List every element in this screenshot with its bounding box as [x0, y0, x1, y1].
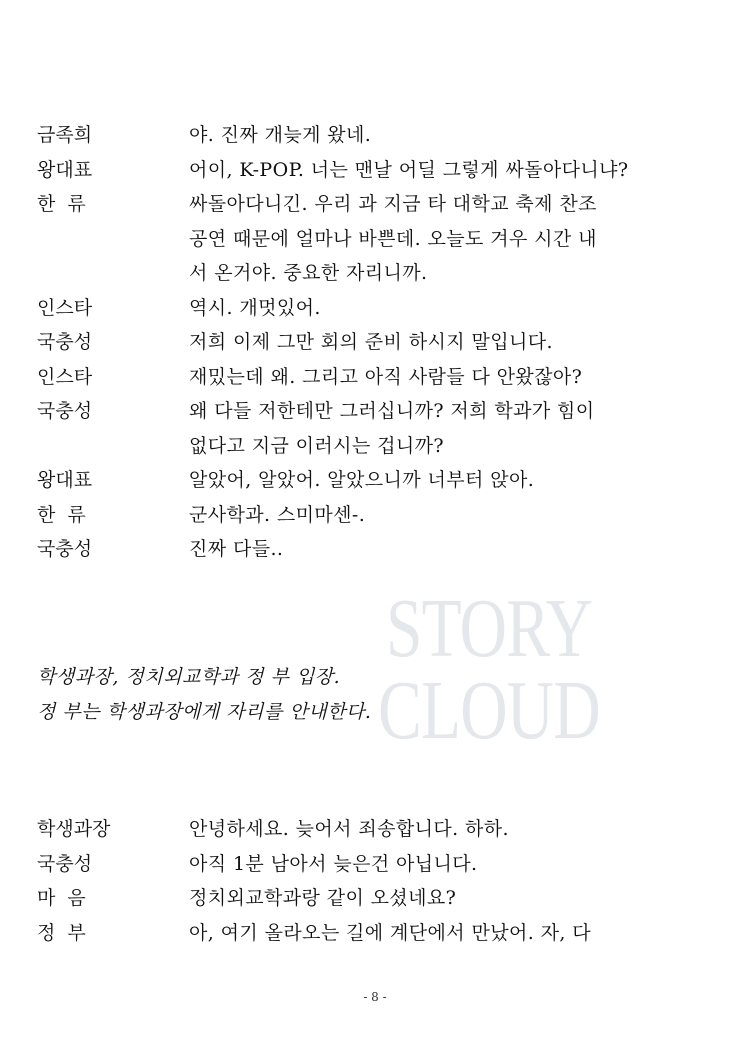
- dialogue-line: [37, 532, 717, 567]
- speech-text: 정치외교학과랑 같이 오셨네요?: [189, 887, 457, 909]
- speaker-name: 금족희: [37, 124, 93, 146]
- speech-text: 저희 이제 그만 회의 준비 하시지 말입니다.: [189, 331, 553, 353]
- speech-text: 군사학과. 스미마센-.: [189, 503, 366, 526]
- speech-text: 안녕하세요. 늦어서 죄송합니다. 하하.: [189, 818, 509, 840]
- speech-text: 재밌는데 왜. 그리고 아직 사람들 다 안왔잖아?: [189, 365, 583, 388]
- speech-text: 역시. 개멋있어.: [189, 296, 321, 319]
- dialogue-block-2: [37, 812, 717, 950]
- dialogue-line: [37, 498, 717, 533]
- story-cloud-watermark: [372, 582, 606, 757]
- dialogue-line: [37, 153, 717, 188]
- speech-text: 없다고 지금 이러시는 겁니까?: [189, 434, 444, 457]
- dialogue-line: [37, 360, 717, 395]
- speaker-name: 국충성: [37, 331, 93, 353]
- speech-text: 왜 다들 저한테만 그러십니까? 저희 학과가 힘이: [189, 400, 595, 422]
- dialogue-line: [37, 916, 717, 951]
- speech-text: 싸돌아다니긴. 우리 과 지금 타 대학교 축제 찬조: [189, 193, 597, 215]
- dialogue-line-continued: [37, 256, 717, 291]
- watermark-line-2: CLOUD: [378, 664, 600, 757]
- speaker-name: 인스타: [37, 365, 93, 388]
- dialogue-line-continued: [37, 429, 717, 464]
- dialogue-line: [37, 394, 717, 429]
- speech-text: 아직 1분 남아서 늦은건 아닙니다.: [189, 852, 478, 875]
- dialogue-line: [37, 291, 717, 326]
- speaker-name: 마 음: [37, 887, 86, 909]
- speech-text: 어이, K-POP. 너는 맨날 어딜 그렇게 싸돌아다니냐?: [189, 158, 629, 181]
- speech-text: 아, 여기 올라오는 길에 계단에서 만났어. 자, 다: [189, 921, 591, 944]
- dialogue-line: [37, 847, 717, 882]
- speaker-name: 학생과장: [37, 818, 111, 840]
- speech-text: 공연 때문에 얼마나 바쁜데. 오늘도 겨우 시간 내: [189, 227, 597, 250]
- speaker-name: 인스타: [37, 296, 93, 319]
- speaker-name: 한 류: [37, 503, 86, 526]
- dialogue-line-continued: [37, 222, 717, 257]
- speech-text: 서 온거야. 중요한 자리니까.: [189, 262, 428, 284]
- speech-text: 야. 진짜 개늦게 왔네.: [189, 124, 372, 146]
- speaker-name: 국충성: [37, 538, 93, 560]
- stage-direction-line: 정 부는 학생과장에게 자리를 안내한다.: [37, 700, 372, 723]
- dialogue-line: [37, 812, 717, 847]
- speaker-name: 왕대표: [37, 469, 93, 491]
- dialogue-line: [37, 325, 717, 360]
- stage-direction-line: 학생과장, 정치외교학과 정 부 입장.: [37, 666, 341, 688]
- speech-text: 알았어, 알았어. 알았으니까 너부터 앉아.: [189, 469, 535, 491]
- watermark-line-1: STORY: [385, 582, 593, 675]
- speech-text: 진짜 다들..: [189, 538, 284, 560]
- speaker-name: 국충성: [37, 852, 93, 875]
- speaker-name: 왕대표: [37, 158, 93, 181]
- dialogue-line: [37, 881, 717, 916]
- dialogue-line: [37, 187, 717, 222]
- dialogue-line: [37, 463, 717, 498]
- stage-direction: [37, 660, 371, 729]
- dialogue-block-1: [37, 118, 717, 567]
- speaker-name: 국충성: [37, 400, 93, 422]
- speaker-name: 정 부: [37, 921, 86, 944]
- dialogue-line: [37, 118, 717, 153]
- page-number: - 8 -: [363, 990, 387, 1004]
- speaker-name: 한 류: [37, 193, 86, 215]
